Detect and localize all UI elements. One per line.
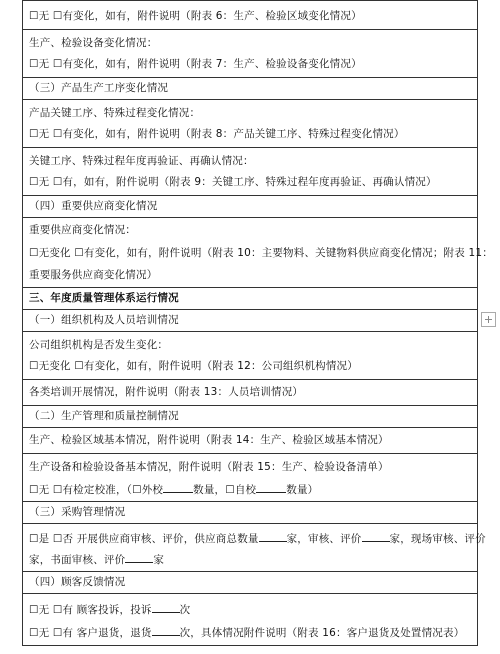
written-audit-count-blank[interactable]: [125, 552, 153, 563]
text-line: 重要服务供应商变化情况）: [29, 269, 158, 281]
row-customer-feedback: [22, 594, 478, 646]
return-count-blank[interactable]: [152, 625, 180, 636]
supplier-total-blank[interactable]: [259, 531, 287, 542]
complaint-text: 次: [179, 604, 191, 616]
self-calibration-count-blank[interactable]: [256, 482, 286, 493]
chapter-title: 三、年度质量管理体系运行情况: [29, 292, 179, 304]
text-line: ☐无 ☐有变化，如有，附件说明（附表 6：生产、检验区域变化情况）: [29, 10, 362, 22]
section-title: （四）顾客反馈情况: [29, 576, 126, 588]
return-text: 次，具体情况附件说明（附表 16：客户退货及处置情况表）: [179, 627, 465, 639]
text-line: 生产设备和检验设备基本情况，附件说明（附表 15：生产、检验设备清单）: [29, 461, 389, 473]
audit-text: 家，书面审核、评价: [29, 554, 126, 566]
section-heading-supplier: [22, 196, 478, 218]
row-equipment-change: [22, 30, 478, 78]
return-text: ☐无 ☐有 客户退货，退货: [29, 627, 152, 639]
text-line: ☐无 ☐有变化，如有，附件说明（附表 7：生产、检验设备变化情况）: [29, 58, 362, 70]
complaint-text: ☐无 ☐有 顾客投诉，投诉: [29, 604, 152, 616]
document-table: [22, 0, 493, 646]
row-supplier-audit: [22, 524, 486, 572]
text-line: [29, 625, 471, 640]
text-line: ☐无变化 ☐有变化，如有，附件说明（附表 12：公司组织机构情况）: [29, 360, 358, 372]
calibration-text: 数量）: [286, 484, 319, 496]
section-heading-customer: [22, 572, 478, 594]
row-area-change: [22, 0, 478, 30]
text-line: 重要供应商变化情况：: [29, 224, 136, 236]
audit-text: 家，现场审核、评价: [389, 533, 486, 545]
audit-count-blank[interactable]: [362, 531, 390, 542]
section-title: （三）采购管理情况: [29, 506, 126, 518]
section-title: （四）重要供应商变化情况: [29, 200, 158, 212]
text-line: 公司组织机构是否发生变化：: [29, 339, 169, 351]
row-key-process: [22, 100, 478, 148]
text-line: 生产、检验设备变化情况：: [29, 37, 158, 49]
section-title: （二）生产管理和质量控制情况: [29, 410, 179, 422]
external-calibration-count-blank[interactable]: [163, 482, 193, 493]
section-heading-procurement: [22, 502, 478, 524]
calibration-text: 数量，☐自校: [193, 484, 257, 496]
text-line: [29, 552, 471, 567]
text-line: ☐无变化 ☐有变化，如有，附件说明（附表 10：主要物料、关键物料供应商变化情况；附表 11：: [29, 247, 493, 259]
text-line: [29, 531, 486, 546]
text-line: [29, 602, 471, 617]
row-production-area: [22, 428, 478, 454]
text-line: 关键工序、特殊过程年度再验证、再确认情况：: [29, 155, 254, 167]
text-line: ☐无 ☐有变化，如有，附件说明（附表 8：产品关键工序、特殊过程变化情况）: [29, 128, 405, 140]
text-line: 生产、检验区域基本情况，附件说明（附表 14：生产、检验区域基本情况）: [29, 434, 389, 446]
text-line: 产品关键工序、特殊过程变化情况：: [29, 107, 201, 119]
calibration-text: ☐无 ☐有检定校准，（☐外校: [29, 484, 164, 496]
chapter-heading-qms: [22, 288, 478, 310]
audit-text: 家: [153, 554, 165, 566]
text-line: [29, 482, 471, 497]
complaint-count-blank[interactable]: [152, 602, 180, 613]
row-supplier-change: [22, 218, 493, 288]
audit-text: 家，审核、评价: [286, 533, 362, 545]
row-revalidation: [22, 148, 478, 196]
row-equipment-basic: [22, 454, 478, 502]
section-title: （一）组织机构及人员培训情况: [29, 314, 179, 326]
text-line: ☐无 ☐有，如有，附件说明（附表 9：关键工序、特殊过程年度再验证、再确认情况）: [29, 176, 437, 188]
section-heading-process: [22, 78, 478, 100]
section-heading-production: [22, 406, 478, 428]
audit-text: ☐是 ☐否 开展供应商审核、评价，供应商总数量: [29, 533, 259, 545]
plus-icon[interactable]: [481, 312, 496, 327]
section-title: （三）产品生产工序变化情况: [29, 82, 169, 94]
row-organization-change: [22, 332, 478, 380]
section-heading-organization: [22, 310, 478, 332]
row-training: [22, 380, 478, 406]
text-line: 各类培训开展情况，附件说明（附表 13：人员培训情况）: [29, 386, 304, 398]
